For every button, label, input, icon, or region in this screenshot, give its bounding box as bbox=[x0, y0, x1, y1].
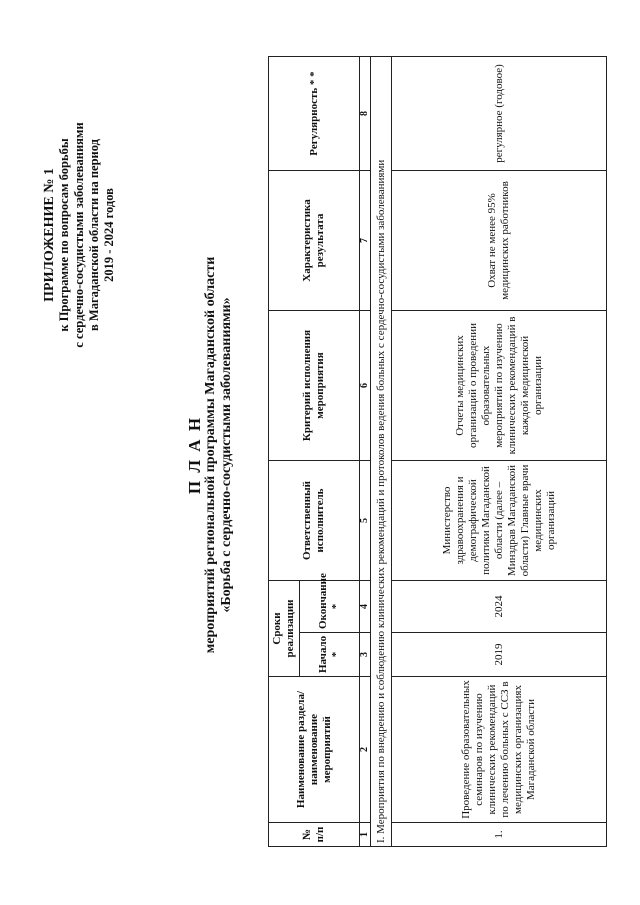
row-executor: Министерство здравоохранения и демографической политики Магаданской области (далее – Минздрав Магаданской области) Главные врачи медицинских организаций bbox=[392, 461, 607, 581]
plan-subtitle: «Борьба с сердечно-сосудистыми заболеваниями» bbox=[219, 297, 234, 613]
row-regularity: регулярное (годовое) bbox=[392, 57, 607, 171]
appendix-header-line: с сердечно-сосудистыми заболеваниями bbox=[72, 122, 86, 348]
row-num: 1. bbox=[392, 823, 607, 847]
header-name: Наименование раздела/наименование мероприятий bbox=[269, 677, 360, 823]
row-criterion: Отчеты медицинских организаций о проведении образовательных мероприятий по изучению клинических рекомендаций в каждой медицинской организации bbox=[392, 311, 607, 461]
column-number: 2 bbox=[360, 677, 371, 823]
column-number: 5 bbox=[360, 461, 371, 581]
plan-title-block bbox=[187, 125, 235, 785]
appendix-header-line: ПРИЛОЖЕНИЕ № 1 bbox=[42, 168, 57, 302]
column-number: 3 bbox=[360, 633, 371, 677]
header-result: Характеристика результата bbox=[269, 171, 360, 311]
section-title: I. Мероприятия по внедрению и соблюдению клинических рекомендаций и протоколов ведения больных с сердечно-сосудистыми заболеваниями bbox=[371, 57, 392, 847]
row-end: 2024 bbox=[392, 581, 607, 633]
row-start: 2019 bbox=[392, 633, 607, 677]
header-regularity: Регулярность * * bbox=[269, 57, 360, 171]
header-terms: Сроки реализации bbox=[269, 581, 300, 677]
column-number: 4 bbox=[360, 581, 371, 633]
appendix-header-line: к Программе по вопросам борьбы bbox=[57, 138, 71, 332]
header-end: Окончание * bbox=[300, 581, 360, 633]
column-number: 6 bbox=[360, 311, 371, 461]
row-name: Проведение образовательных семинаров по изучению клинических рекомендаций по лечению больных с ССЗ в медицинских организациях Магаданской области bbox=[392, 677, 607, 823]
header-num: № п/п bbox=[269, 823, 360, 847]
header-executor: Ответственный исполнитель bbox=[269, 461, 360, 581]
plan-subtitle: мероприятий региональной программы Магаданской области bbox=[203, 256, 218, 654]
column-number: 7 bbox=[360, 171, 371, 311]
plan-table bbox=[268, 56, 607, 847]
row-result: Охват не менее 95% медицинских работников bbox=[392, 171, 607, 311]
column-number: 8 bbox=[360, 57, 371, 171]
header-criterion: Критерий исполнения мероприятия bbox=[269, 311, 360, 461]
appendix-header bbox=[42, 45, 117, 425]
plan-title: П Л А Н bbox=[185, 415, 204, 495]
column-number: 1 bbox=[360, 823, 371, 847]
table-row bbox=[392, 57, 607, 847]
appendix-header-line: в Магаданской области на период bbox=[87, 139, 101, 331]
header-start: Начало * bbox=[300, 633, 360, 677]
appendix-header-line: 2019 - 2024 годов bbox=[102, 188, 116, 282]
